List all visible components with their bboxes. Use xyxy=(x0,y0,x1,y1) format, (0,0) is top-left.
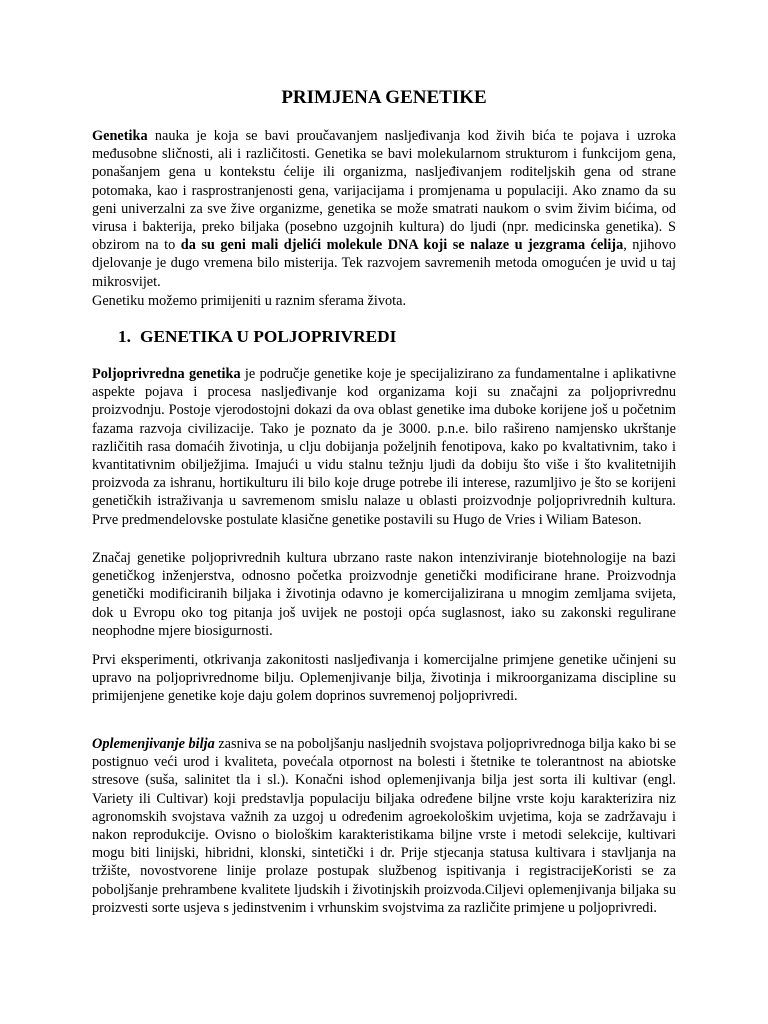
plant-breeding-text: zasniva se na poboljšanju nasljednih svojstava poljoprivrednoga bilja kako bi se postignuo veći urod i kvaliteta, povećala otpornost na bolesti i štetnike te tolerantnost na abiotske stresove (suša, salinitet tla i sl.). Konačni ishod oplemenjivanja bilja jest sorta ili kultivar (engl. Variety ili Cultivar) koji predstavlja populaciju biljaka određene biljne vrste koju karakterizira niz agronomskih svojstava važnih za uzgoj u određenim agroekološkim uvjetima, koja se zadržavaju i nakon reprodukcije. Ovisno o biološkim karakteristikama biljne vrste i metodi selekcije, kultivari mogu biti linijski, hibridni, klonski, sintetički i dr. Prije stjecanja statusa kultivara i stavljanja na tržište, novostvorene linije prolaze postupak službenog ispitivanja i registracijeKoristi se za poboljšanje prehrambene kvalitete ljudskih i životinjskih proizvoda.Ciljevi oplemenjivanja biljaka su proizvesti sorte usjeva s jedinstvenim i vrhunskim svojstvima za različite primjene u poljoprivredi. xyxy=(92,736,676,916)
intro-text-part-1: nauka je koja se bavi proučavanjem nasljeđivanja kod živih bića te pojava i uzroka međusobne sličnosti, ali i različitosti. Genetika se bavi molekularnom strukturom i funkcijom gena, ponašanjem gena u kontekstu ćelije ili organizma, nasljeđivanjem roditeljskih gena od strane potomaka, kao i rasprostranjenosti gena, varijacijama i promjenama u populaciji. Ako znamo da su geni univerzalni za sve žive organizme, genetika se može smatrati naukom o svim živim bićima, od virusa i bakterija, preko biljaka (posebno uzgojnih kultura) do ljudi (npr. medicinska genetika). S obzirom na to xyxy=(92,128,676,254)
agri-genetics-paragraph xyxy=(92,365,676,529)
agri-genetics-term: Poljoprivredna genetika xyxy=(92,366,241,382)
gmo-paragraph: Značaj genetike poljoprivrednih kultura ubrzano raste nakon intenziviranje biotehnologije na bazi genetičkog inženjerstva, odnosno početka proizvodnje genetički modificirane hrane. Proizvodnja genetički modificiranih biljaka i životinja odavno je komercijalizirana u mnogim zemljama svijeta, dok u Evropu oko tog pitanja još uvijek ne postoji opća suglasnost, iako su zakonski regulirane neophodne mjere biosigurnosti. xyxy=(92,550,676,639)
plant-breeding-paragraph xyxy=(92,735,676,917)
section-heading xyxy=(118,326,678,348)
spheres-paragraph: Genetiku možemo primijeniti u raznim sferama života. xyxy=(92,293,407,309)
intro-bold-phrase: da su geni mali djelići molekule DNA koji se nalaze u jezgrama ćelija xyxy=(180,237,624,254)
agri-genetics-text: je područje genetike koje je specijalizirano za fundamentalne i aplikativne aspekte pojava i procesa nasljeđivanje kod organizama koji su značajni za poljoprivrednu proizvodnju. Postoje vjerodostojni dokazi da ova oblast genetike ima duboke korijene još u početnim fazama razvoja civilizacije. Tako je poznato da je 3000. p.n.e. bilo rašireno namjensko ukrštanje različitih rasa domaćih životinja, u clju dobijanja poželjnih fenotipova, kako po kvaltativnim, tako i kvantitativnim obilježjima. Imajući u vidu stalnu težnju ljudi da dobiju što više i što kvalitetnijih proizvoda za ishranu, hortikulturu ili bilo koje druge potrebe ili interese, razumljivo je što se korijeni genetičkih istraživanja u savremenom smislu nalaze u oblasti proizvodnje poljoprivrednih kultura. Prve predmendelovske postulate klasične genetike postavili su Hugo de Vries i Wiliam Bateson. xyxy=(92,366,676,528)
experiments-paragraph: Prvi eksperimenti, otkrivanja zakonitosti nasljeđivanja i komercijalne primjene genetike učinjeni su upravo na poljoprivrednome bilju. Oplemenjivanje bilja, životinja i mikroorganizama discipline su primijenjene genetike koje daju golem doprinos suvremenoj poljoprivredi. xyxy=(92,652,676,705)
section-number: 1. xyxy=(118,327,131,346)
document-title: PRIMJENA GENETIKE xyxy=(281,87,487,108)
intro-term: Genetika xyxy=(92,128,148,144)
section-title: GENETIKA U POLJOPRIVREDI xyxy=(140,327,397,346)
plant-breeding-term: Oplemenjivanje bilja xyxy=(92,736,215,752)
intro-paragraph xyxy=(92,127,676,291)
intro-text-part-2: , njihovo djelovanje je dugo vremena bilo misterija. Tek razvojem savremenih metoda omogućen je uvid u taj mikrosvijet. xyxy=(92,237,676,290)
